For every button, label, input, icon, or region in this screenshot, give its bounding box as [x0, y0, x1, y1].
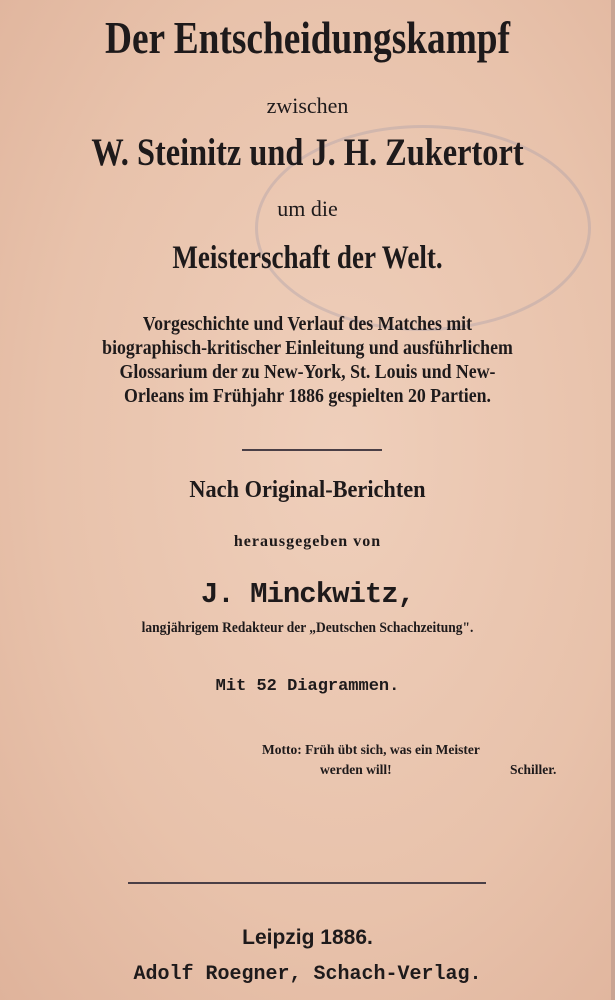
description-line: Orleans im Frühjahr 1886 gespielten 20 Partien.: [123, 385, 492, 407]
motto-line: Motto: Früh übt sich, was ein Meister: [262, 742, 480, 757]
description-line: biographisch-kritischer Einleitung und ausführlichem: [102, 337, 513, 359]
description-line: Glossarium der zu New-York, St. Louis und New-: [119, 361, 496, 383]
motto-block: [262, 740, 602, 780]
publisher: Adolf Roegner, Schach-Verlag.: [133, 963, 482, 986]
championship-title: Meisterschaft der Welt.: [172, 240, 443, 276]
book-title: Der Entscheidungskampf: [104, 13, 511, 63]
for-the-text: um die: [277, 196, 338, 221]
place-year: Leipzig 1886.: [242, 926, 373, 949]
editor-role: langjährigem Redakteur der „Deutschen Schachzeitung".: [141, 620, 474, 636]
divider-rule: [128, 882, 486, 884]
description-line: Vorgeschichte und Verlauf des Matches mit: [142, 313, 473, 335]
divider-rule: [242, 449, 382, 451]
page-edge: [611, 0, 615, 1000]
players-names: W. Steinitz und J. H. Zukertort: [91, 131, 524, 174]
motto-author: Schiller.: [510, 762, 557, 777]
source-text: Nach Original-Berichten: [189, 477, 426, 503]
diagram-count: Mit 52 Diagrammen.: [215, 677, 400, 696]
motto-line: werden will!: [320, 762, 392, 777]
edited-by-text: herausgegeben von: [233, 533, 382, 550]
description-block: [0, 312, 615, 408]
between-text: zwischen: [266, 93, 349, 118]
editor-name: J. Minckwitz,: [200, 578, 415, 611]
